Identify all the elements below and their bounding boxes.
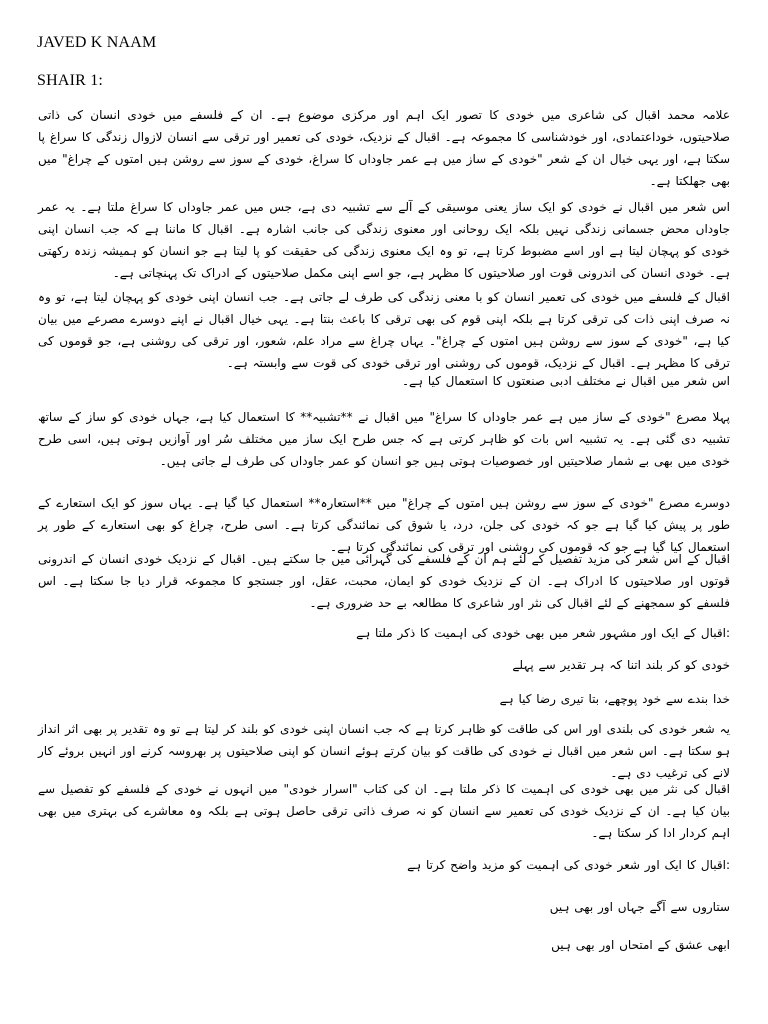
paragraph-nation-progress: اقبال کے فلسفے میں خودی کی تعمیر انسان کو با معنی زندگی کی طرف لے جاتی ہے۔ جب انسان اپنی خودی کو پہچان لیتا ہے، تو وہ نہ صرف اپنی ذات کی ترقی کرتا ہے بلکہ اپنی قوم کی بھی ترقی کا باعث بنتا ہے۔ یہی خیال اقبال نے اپنے دوسرے مصرعے میں بیان کیا ہے، "خودی کے سوز سے روشن ہیں امتوں کے چراغ"۔ یہاں چراغ سے مراد علم، شعور، اور ترقی کی روشنی ہے، جو قوموں کی ترقی کا مظہر ہے۔ اقبال کے نزدیک، قوموں کی روشنی اور ترقی خودی کی قوت سے وابستہ ہے۔ — [38, 290, 730, 370]
poem-title: SHAIR 1: — [37, 72, 104, 89]
verse-line-4: ابھی عشق کے امتحاں اور بھی ہیں — [551, 938, 730, 952]
paragraph-intro: علامہ محمد اقبال کی شاعری میں خودی کا تصور ایک اہم اور مرکزی موضوع ہے۔ ان کے فلسفے میں خودی انسان کی ذاتی صلاحیتوں، خوداعتمادی، اور خودشناسی کا مجموعہ ہے۔ اقبال کے نزدیک، خودی کی تعمیر اور ترقی سے انسان لازوال زندگی کا سراغ پا سکتا ہے، اور یہی خیال ان کے شعر "خودی کے ساز میں ہے عمر جاوداں کا سراغ، خودی کے سوز سے روشن ہیں امتوں کے چراغ" میں بھی جھلکتا ہے۔ — [38, 108, 730, 188]
verse-line-2: خدا بندے سے خود پوچھے، بتا تیری رضا کیا ہے — [499, 692, 730, 706]
paragraph-literary-devices: اس شعر میں اقبال نے مختلف ادبی صنعتوں کا استعمال کیا ہے۔ — [401, 374, 730, 388]
paragraph-verse-explanation: یہ شعر خودی کی بلندی اور اس کی طاقت کو ظاہر کرتا ہے کہ جب انسان اپنی خودی کو بلند کر لیتا ہے تو وہ تقدیر پر بھی اثر انداز ہو سکتا ہے۔ اس شعر میں اقبال نے خودی کی طاقت کو بیان کرتے ہوئے انسان کو اپنی صلاحیتوں پر بھروسہ کرنے اور انہیں بروئے کار لانے کی ترغیب دی ہے۔ — [38, 722, 730, 780]
paragraph-saz-simile: اس شعر میں اقبال نے خودی کو ایک ساز یعنی موسیقی کے آلے سے تشبیہ دی ہے، جس میں عمر جاوداں کا سراغ ملتا ہے۔ یہ عمر جاوداں محض جسمانی زندگی نہیں بلکہ ایک روحانی اور معنوی زندگی کی جانب اشارہ ہے۔ اقبال کا ماننا ہے کہ جب انسان اپنی خودی کو پہچان لیتا ہے اور اسے مضبوط کرتا ہے، تو وہ ایک معنوی زندگی کی حقیقت کو پا لیتا ہے جو انسان کو ہمیشہ زندہ رکھتی ہے۔ خودی انسان کی اندرونی قوت اور صلاحیتوں کا مظہر ہے، جو اسے اپنی مکمل صلاحیتوں کے ادراک تک پہنچاتی ہے۔ — [38, 200, 730, 280]
paragraph-prose: اقبال کی نثر میں بھی خودی کی اہمیت کا ذکر ملتا ہے۔ ان کی کتاب "اسرار خودی" میں انہوں نے خودی کے فلسفے کو تفصیل سے بیان کیا ہے۔ ان کے نزدیک خودی کی تعمیر سے انسان کو نہ صرف ذاتی ترقی حاصل ہوتی ہے بلکہ وہ معاشرے کی بہتری میں بھی اہم کردار ادا کر سکتا ہے۔ — [38, 782, 730, 840]
author-name: JAVED K NAAM — [37, 34, 157, 51]
verse-line-1: خودی کو کر بلند اتنا کہ ہر تقدیر سے پہلے — [512, 658, 730, 672]
verse-intro-1: :اقبال کے ایک اور مشہور شعر میں بھی خودی کی اہمیت کا ذکر ملتا ہے — [356, 626, 730, 640]
verse-line-3: ستاروں سے آگے جہاں اور بھی ہیں — [549, 900, 730, 914]
verse-intro-2: :اقبال کا ایک اور شعر خودی کی اہمیت کو مزید واضح کرتا ہے — [407, 858, 730, 872]
paragraph-tashbeeh: پہلا مصرع "خودی کے ساز میں ہے عمر جاوداں کا سراغ" میں اقبال نے **تشبیہ** کا استعمال کیا ہے، جہاں خودی کو ساز کے ساتھ تشبیہ دی گئی ہے۔ یہ تشبیہ اس بات کو ظاہر کرتی ہے کہ جس طرح ایک ساز میں مختلف سُر اور آوازیں ہوتی ہیں، اسی طرح خودی میں بھی بے شمار صلاحیتیں اور خصوصیات ہوتی ہیں جو انسان کو عمر جاوداں کی طرف لے جاتی ہیں۔ — [38, 410, 730, 468]
paragraph-philosophy: اقبال کے اس شعر کی مزید تفصیل کے لئے ہم ان کے فلسفے کی گہرائی میں جا سکتے ہیں۔ اقبال کے نزدیک خودی انسان کے اندرونی قوتوں اور صلاحیتوں کا ادراک ہے۔ ان کے نزدیک خودی کو ایمان، محبت، عقل، اور جستجو کا مجموعہ قرار دیا جا سکتا ہے۔ اس فلسفے کو سمجھنے کے لئے اقبال کی نثر اور شاعری کا مطالعہ بے حد ضروری ہے۔ — [38, 552, 730, 610]
paragraph-istiara: دوسرے مصرع "خودی کے سوز سے روشن ہیں امتوں کے چراغ" میں **استعارہ** استعمال کیا گیا ہے۔ یہاں سوز کو ایک استعارے کے طور پر پیش کیا گیا ہے جو کہ خودی کی جلن، درد، یا شوق کی نمائندگی کرتا ہے۔ اسی طرح، چراغ کو بھی استعارے کے طور پر استعمال کیا گیا ہے جو کہ قوموں کی روشنی اور ترقی کی نمائندگی کرتا ہے۔ — [38, 496, 730, 554]
